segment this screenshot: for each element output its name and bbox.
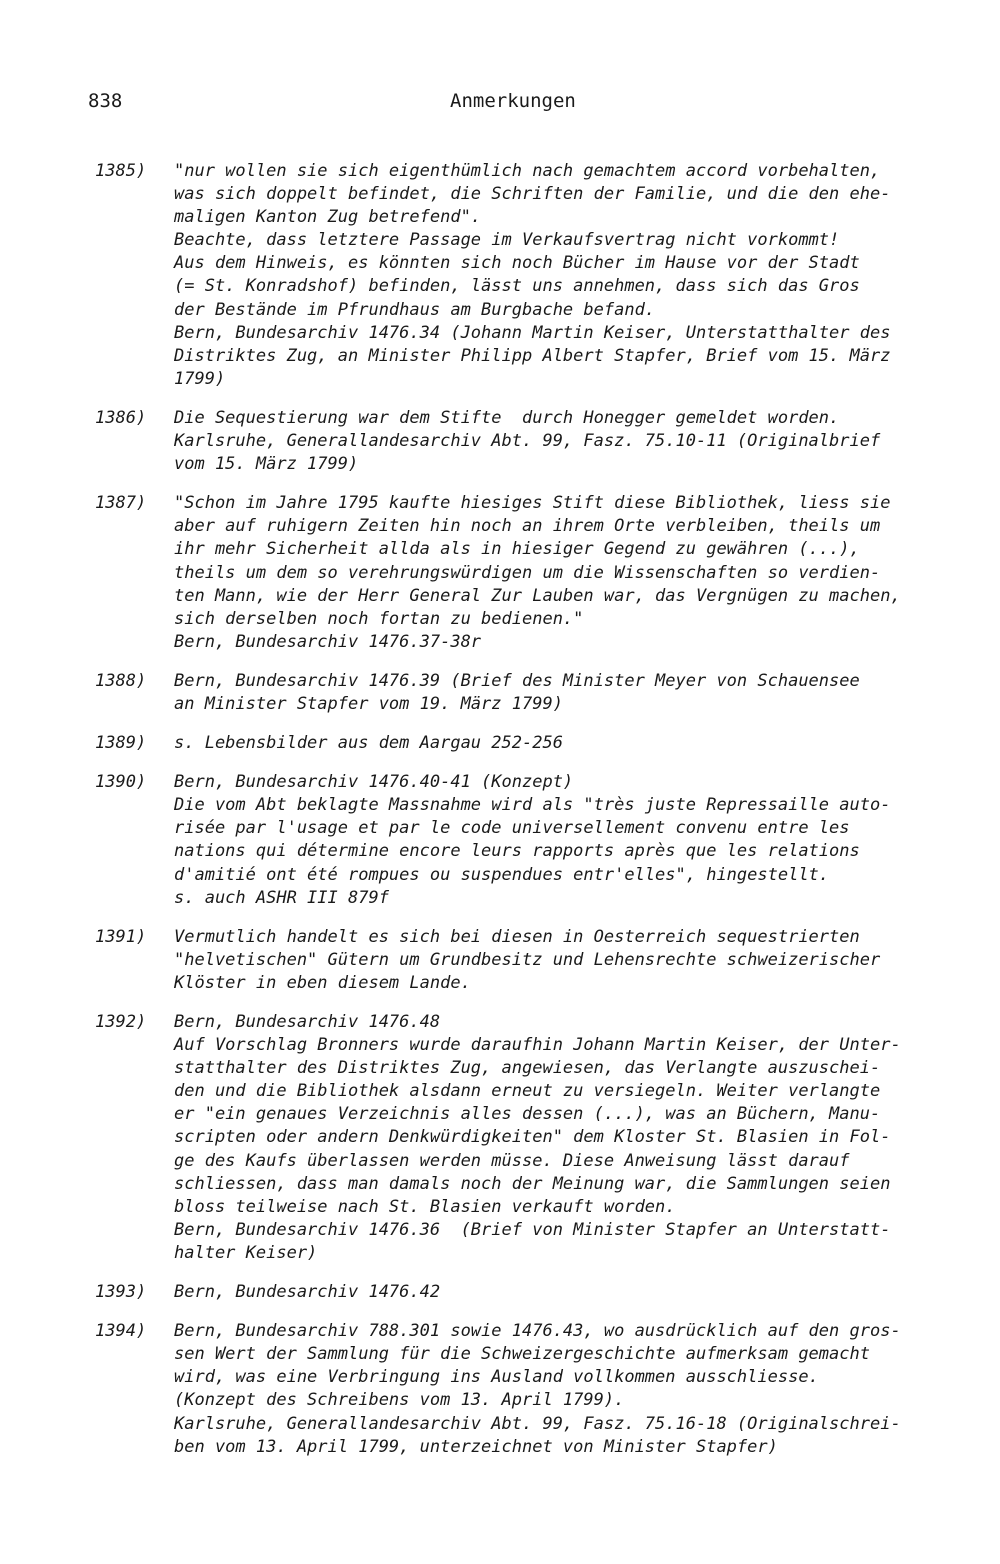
note-number: 1392)	[95, 1012, 147, 1032]
note-line: Bern, Bundesarchiv 1476.34 (Johann Martin Keiser, Unterstatthalter des	[174, 322, 891, 343]
note-line: Die vom Abt beklagte Massnahme wird als "très juste Repressaille auto-	[174, 795, 891, 816]
note-line: ben vom 13. April 1799, unterzeichnet von Minister Stapfer)	[174, 1436, 778, 1457]
note-line: Beachte, dass letztere Passage im Verkaufsvertrag nicht vorkommt!	[174, 230, 840, 251]
note-line: sich derselben noch fortan zu bedienen."	[174, 608, 584, 629]
note-body	[174, 1011, 975, 1265]
note-line: Auf Vorschlag Bronners wurde daraufhin Johann Martin Keiser, der Unter-	[174, 1035, 901, 1056]
note-1391	[95, 926, 975, 995]
note-line: Aus dem Hinweis, es könnten sich noch Bücher im Hause vor der Stadt	[174, 253, 860, 274]
note-1392	[95, 1011, 975, 1265]
note-body	[174, 670, 975, 716]
note-line: "nur wollen sie sich eigenthümlich nach gemachtem accord vorbehalten,	[174, 161, 881, 181]
note-number: 1388)	[95, 670, 147, 691]
note-line: risée par l'usage et par le code universellement convenu entre les	[174, 818, 850, 839]
note-number: 1386)	[95, 407, 147, 428]
note-number: 1387)	[95, 493, 147, 514]
note-line: scripten oder andern Denkwürdigkeiten" dem Kloster St. Blasien in Fol-	[174, 1127, 891, 1148]
note-line: (Konzept des Schreibens vom 13. April 1799).	[174, 1390, 625, 1411]
note-number: 1390)	[95, 772, 147, 793]
note-line: theils um dem so verehrungswürdigen um die Wissenschaften so verdien-	[174, 562, 881, 583]
note-line: Distriktes Zug, an Minister Philipp Albert Stapfer, Brief vom 15. März	[174, 345, 891, 366]
note-line: Die Sequestierung war dem Stifte durch Honegger gemeldet worden.	[174, 407, 840, 428]
note-line: den und die Bibliothek alsdann erneut zu versiegeln. Weiter verlangte	[174, 1081, 881, 1102]
note-number: 1385)	[95, 161, 147, 181]
note-line: ge des Kaufs überlassen werden müsse. Diese Anweisung lässt darauf	[174, 1150, 850, 1171]
note-line: Klöster in eben diesem Lande.	[174, 972, 471, 993]
page-number: 838	[88, 90, 123, 112]
note-line: der Bestände im Pfrundhaus am Burgbache befand.	[174, 299, 656, 320]
note-line: schliessen, dass man damals noch der Meinung war, die Sammlungen seien	[174, 1173, 891, 1194]
note-line: ihr mehr Sicherheit allda als in hiesiger Gegend zu gewähren (...),	[174, 539, 860, 560]
note-body	[174, 732, 975, 755]
note-line: aber auf ruhigern Zeiten hin noch an ihrem Orte verbleiben, theils um	[174, 516, 881, 537]
note-1385	[95, 160, 975, 391]
note-body	[174, 492, 975, 654]
notes-list	[95, 160, 975, 1475]
note-line: statthalter des Distriktes Zug, angewiesen, das Verlangte auszuschei-	[174, 1058, 881, 1079]
note-line: Bern, Bundesarchiv 788.301 sowie 1476.43, wo ausdrücklich auf den gros-	[174, 1321, 901, 1342]
note-line: d'amitié ont été rompues ou suspendues entr'elles", hingestellt.	[174, 864, 830, 885]
note-line: s. auch ASHR III 879f	[174, 887, 389, 908]
note-number: 1389)	[95, 733, 147, 754]
note-body	[174, 1320, 975, 1459]
note-line: (= St. Konradshof) befinden, lässt uns annehmen, dass sich das Gros	[174, 276, 860, 297]
note-line: 1799)	[174, 368, 226, 389]
note-line: vom 15. März 1799)	[174, 454, 359, 475]
note-body	[174, 407, 975, 476]
note-1387	[95, 492, 975, 654]
note-line: an Minister Stapfer vom 19. März 1799)	[174, 693, 563, 714]
note-line: "helvetischen" Gütern um Grundbesitz und Lehensrechte schweizerischer	[174, 949, 881, 970]
note-line: Bern, Bundesarchiv 1476.36 (Brief von Minister Stapfer an Unterstatt-	[174, 1219, 891, 1240]
running-head: Anmerkungen	[450, 90, 576, 112]
note-line: wird, was eine Verbringung ins Ausland vollkommen ausschliesse.	[174, 1367, 819, 1388]
note-line: sen Wert der Sammlung für die Schweizergeschichte aufmerksam gemacht	[174, 1344, 870, 1365]
note-line: Karlsruhe, Generallandesarchiv Abt. 99, Fasz. 75.16-18 (Originalschrei-	[174, 1413, 901, 1434]
note-line: er "ein genaues Verzeichnis alles dessen (...), was an Büchern, Manu-	[174, 1104, 881, 1125]
note-line: was sich doppelt befindet, die Schriften der Familie, und die den ehe-	[174, 184, 891, 205]
note-line: Bern, Bundesarchiv 1476.40-41 (Konzept)	[174, 772, 574, 793]
note-1394	[95, 1320, 975, 1459]
note-number: 1391)	[95, 926, 147, 947]
note-body	[174, 926, 975, 995]
note-body	[174, 771, 975, 910]
note-1388	[95, 670, 975, 716]
note-line: Bern, Bundesarchiv 1476.42	[174, 1282, 441, 1303]
note-number: 1394)	[95, 1321, 147, 1342]
note-line: s. Lebensbilder aus dem Aargau 252-256	[174, 733, 563, 754]
note-line: maligen Kanton Zug betrefend".	[174, 207, 482, 228]
note-1386	[95, 407, 975, 476]
note-1390	[95, 771, 975, 910]
note-line: Karlsruhe, Generallandesarchiv Abt. 99, Fasz. 75.10-11 (Originalbrief	[174, 431, 881, 452]
note-number: 1393)	[95, 1282, 147, 1303]
note-line: bloss teilweise nach St. Blasien verkauft worden.	[174, 1196, 676, 1217]
note-line: Bern, Bundesarchiv 1476.48	[174, 1012, 441, 1032]
note-line: "Schon im Jahre 1795 kaufte hiesiges Stift diese Bibliothek, liess sie	[174, 493, 891, 514]
note-line: Bern, Bundesarchiv 1476.39 (Brief des Minister Meyer von Schauensee	[174, 670, 860, 691]
note-line: Bern, Bundesarchiv 1476.37-38r	[174, 631, 482, 652]
note-1389	[95, 732, 975, 755]
note-line: halter Keiser)	[174, 1242, 318, 1263]
note-line: ten Mann, wie der Herr General Zur Lauben war, das Vergnügen zu machen,	[174, 585, 901, 606]
note-1393	[95, 1281, 975, 1304]
note-body	[174, 1281, 975, 1304]
page-header	[88, 90, 938, 120]
note-body	[174, 160, 975, 391]
note-line: Vermutlich handelt es sich bei diesen in Oesterreich sequestrierten	[174, 926, 860, 947]
note-line: nations qui détermine encore leurs rapports après que les relations	[174, 841, 860, 862]
